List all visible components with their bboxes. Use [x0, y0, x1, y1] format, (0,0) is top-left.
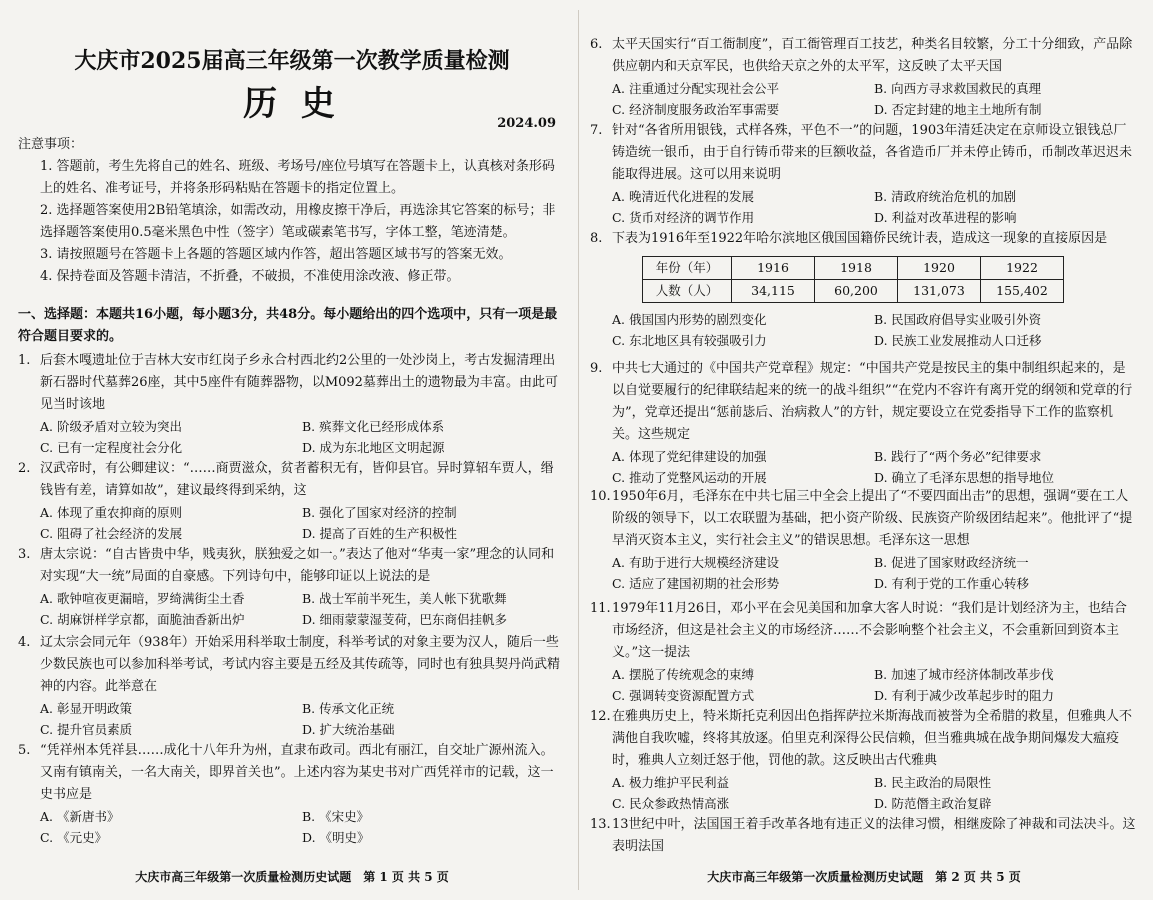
table-header-row	[643, 257, 1064, 280]
question-stem: “凭祥州本凭祥县……成化十八年升为州，直隶布政司。西北有丽江，自交址广源州流入。又南有镇南关，一名大南关，即界首关也”。上述内容为某史书对广西凭祥市的记载，这一史书应是	[40, 743, 554, 802]
option: A. 极力维护平民利益	[612, 775, 729, 790]
option: B. 清政府统治危机的加剧	[874, 189, 1017, 204]
table-row	[643, 280, 1064, 303]
option: B. 殡葬文化已经形成体系	[302, 419, 445, 434]
exam-title: 大庆市2025届高三年级第一次教学质量检测	[74, 48, 510, 74]
question-8	[590, 228, 1138, 351]
table-cell: 131,073	[898, 280, 981, 303]
option: C. 提升官员素质	[40, 722, 133, 737]
option: C. 强调转变资源配置方式	[612, 688, 755, 703]
table-cell: 34,115	[732, 280, 815, 303]
option: D. 有利于减少改革起步时的阻力	[874, 688, 1055, 703]
option: B. 强化了国家对经济的控制	[302, 505, 457, 520]
question-number: 5.	[18, 743, 31, 758]
question-11	[590, 598, 1138, 706]
option: B. 向西方寻求救国救民的真理	[874, 81, 1042, 96]
question-number: 4.	[18, 635, 31, 650]
question-stem: 1979年11月26日，邓小平在会见美国和加拿大客人时说：“我们是计划经济为主，也结合市场经济，但这是社会主义的市场经济……不会影响整个社会主义，不会重新回到资本主义。”这一提法	[612, 601, 1127, 660]
question-number: 10.	[590, 489, 611, 504]
option: A. 阶级矛盾对立较为突出	[40, 419, 182, 434]
question-stem: 太平天国实行“百工衙制度”，百工衙管理百工技艺，种类名目较繁，分工十分细致，产品除供应朝内和天京军民，也供给天京之外的太平军，这反映了太平天国	[612, 37, 1133, 74]
page-2	[590, 0, 1138, 900]
option: D. 有利于党的工作重心转移	[874, 576, 1030, 591]
population-table	[642, 256, 1064, 303]
question-stem: 唐太宗说：“自古皆贵中华，贱夷狄，朕独爱之如一。”表达了他对“华夷一家”理念的认同和对实现“大一统”局面的自豪感。下列诗句中，能够印证以上说法的是	[40, 547, 555, 584]
table-cell: 年份（年）	[643, 257, 732, 280]
question-9	[590, 358, 1138, 488]
question-number: 2.	[18, 461, 31, 476]
option: C. 《元史》	[40, 830, 108, 845]
subject-title: 历 史	[243, 84, 341, 124]
option: B. 践行了“两个务必”纪律要求	[874, 449, 1042, 464]
page-1	[18, 0, 566, 900]
question-stem: 在雅典历史上，特米斯托克利因出色指挥萨拉米斯海战而被誉为全希腊的救星，但雅典人不满他自我吹嘘，终将其放逐。伯里克利深得公民信赖，但当雅典城在战争期间爆发大瘟疫时，雅典人立刻迁怒于他，罚他的款。这反映出古代雅典	[612, 709, 1133, 768]
option: A. 有助于进行大规模经济建设	[612, 555, 779, 570]
option: A. 体现了党纪律建设的加强	[612, 449, 767, 464]
question-number: 1.	[18, 353, 31, 368]
option: D. 确立了毛泽东思想的指导地位	[874, 470, 1055, 485]
notices	[18, 134, 566, 288]
page-footer: 大庆市高三年级第一次质量检测历史试题 第 2 页 共 5 页	[707, 870, 1021, 884]
section-heading: 一、选择题：本题共16小题，每小题3分，共48分。每小题给出的四个选项中，只有一项是最符合题目要求的。	[18, 307, 558, 344]
table-cell: 1922	[981, 257, 1064, 280]
option: C. 胡麻饼样学京都，面脆油香新出炉	[40, 612, 245, 627]
option: D. 扩大统治基础	[302, 722, 395, 737]
table-cell: 155,402	[981, 280, 1064, 303]
question-stem: 中共七大通过的《中国共产党章程》规定：“中国共产党是按民主的集中制组织起来的，是以自觉要履行的纪律联结起来的统一的战斗组织”“在党内不容许有离开党的纲领和党章的行为”，党章还提出“惩前毖后、治病救人”的方针，规定要设立在党委指导下工作的监察机关。这些规定	[612, 361, 1133, 442]
option: A. 歌钟喧夜更漏暗，罗绮满街尘土香	[40, 591, 245, 606]
option: D. 成为东北地区文明起源	[302, 440, 445, 455]
option: B. 民主政治的局限性	[874, 775, 992, 790]
notice-item: 3. 请按照题号在答题卡上各题的答题区域内作答，超出答题区域书写的答案无效。	[40, 247, 512, 262]
option: B. 加速了城市经济体制改革步伐	[874, 667, 1054, 682]
page-divider	[578, 10, 579, 890]
question-13	[590, 814, 1138, 858]
option: B. 《宋史》	[302, 809, 370, 824]
question-stem: 针对“各省所用银钱，式样各殊，平色不一”的问题，1903年清廷决定在京师设立银钱总厂铸造统一银币，由于自行铸币带来的巨额收益，各省造币厂并未停止铸币，币制改革迟迟未能取得进展。这可以用来说明	[612, 123, 1133, 182]
option: C. 民众参政热情高涨	[612, 796, 730, 811]
question-stem: 下表为1916年至1922年哈尔滨地区俄国国籍侨民统计表，造成这一现象的直接原因是	[612, 231, 1108, 246]
question-7	[590, 120, 1138, 228]
question-number: 9.	[590, 361, 603, 376]
option: A. 注重通过分配实现社会公平	[612, 81, 779, 96]
question-number: 11.	[590, 601, 611, 616]
question-number: 12.	[590, 709, 611, 724]
question-number: 13.	[590, 817, 611, 832]
option: D. 防范僭主政治复辟	[874, 796, 992, 811]
option: B. 战士军前半死生，美人帐下犹歌舞	[302, 591, 507, 606]
table-cell: 人数（人）	[643, 280, 732, 303]
option: A. 摆脱了传统观念的束缚	[612, 667, 754, 682]
question-number: 8.	[590, 231, 603, 246]
question-3	[18, 544, 566, 630]
option: A. 体现了重农抑商的原则	[40, 505, 182, 520]
question-stem: 辽太宗会同元年（938年）开始采用科举取士制度，科举考试的对象主要为汉人，随后一些少数民族也可以参加科举考试，考试内容主要是五经及其传疏等，同时也有独具契丹尚武精神的内容。此举意在	[40, 635, 561, 694]
option: D. 民族工业发展推动人口迁移	[874, 333, 1042, 348]
question-2	[18, 458, 566, 544]
question-number: 7.	[590, 123, 603, 138]
notice-title: 注意事项：	[18, 137, 84, 152]
question-1	[18, 350, 566, 458]
option: A. 晚清近代化进程的发展	[612, 189, 754, 204]
question-6	[590, 34, 1138, 120]
option: D. 利益对改革进程的影响	[874, 210, 1017, 225]
question-stem: 汉武帝时，有公卿建议：“……商贾滋众，贫者蓄积无有，皆仰县官。异时算轺车贾人，缗钱皆有差，请算如故”，建议最终得到采纳，这	[40, 461, 554, 498]
question-10	[590, 486, 1138, 594]
question-4	[18, 632, 566, 740]
option: B. 民国政府倡导实业吸引外资	[874, 312, 1042, 327]
question-stem: 13世纪中叶，法国国王着手改革各地有违正义的法律习惯，相继废除了神裁和司法决斗。这表明法国	[612, 817, 1136, 854]
option: B. 传承文化正统	[302, 701, 395, 716]
question-number: 6.	[590, 37, 603, 52]
notice-item: 2. 选择题答案使用2B铅笔填涂，如需改动，用橡皮擦干净后，再选涂其它答案的标号；非选择题答案使用0.5毫米黑色中性（签字）笔或碳素笔书写，字体工整，笔迹清楚。	[40, 203, 556, 240]
option: C. 已有一定程度社会分化	[40, 440, 183, 455]
table-cell: 60,200	[815, 280, 898, 303]
option: D. 提高了百姓的生产积极性	[302, 526, 458, 541]
question-stem: 后套木嘎遗址位于吉林大安市红岗子乡永合村西北约2公里的一处沙岗上，考古发掘清理出新石器时代墓葬26座，其中5座件有随葬器物，以M092墓葬出土的遗物最为丰富。由此可见当时该地	[40, 353, 558, 412]
option: B. 促进了国家财政经济统一	[874, 555, 1029, 570]
notice-item: 1. 答题前，考生先将自己的姓名、班级、考场号/座位号填写在答题卡上，认真核对条形码上的姓名、准考证号，并将条形码粘贴在答题卡的指定位置上。	[40, 159, 555, 196]
exam-date: 2024.09	[497, 116, 556, 131]
table-cell: 1916	[732, 257, 815, 280]
option: C. 货币对经济的调节作用	[612, 210, 755, 225]
option: C. 东北地区具有较强吸引力	[612, 333, 767, 348]
option: A. 彰显开明政策	[40, 701, 132, 716]
table-cell: 1918	[815, 257, 898, 280]
option: D. 否定封建的地主土地所有制	[874, 102, 1042, 117]
table-cell: 1920	[898, 257, 981, 280]
page-footer: 大庆市高三年级第一次质量检测历史试题 第 1 页 共 5 页	[135, 870, 449, 884]
option: C. 阻碍了社会经济的发展	[40, 526, 183, 541]
option: C. 经济制度服务政治军事需要	[612, 102, 780, 117]
option: C. 推动了党整风运动的开展	[612, 470, 767, 485]
option: A. 俄国国内形势的剧烈变化	[612, 312, 767, 327]
option: C. 适应了建国初期的社会形势	[612, 576, 780, 591]
option: D. 细雨蒙蒙湿芰荷，巴东商侣挂帆多	[302, 612, 508, 627]
option: A. 《新唐书》	[40, 809, 120, 824]
notice-item: 4. 保持卷面及答题卡清洁，不折叠，不破损，不准使用涂改液、修正带。	[40, 269, 460, 284]
question-5	[18, 740, 566, 848]
question-12	[590, 706, 1138, 814]
option: D. 《明史》	[302, 830, 370, 845]
question-stem: 1950年6月，毛泽东在中共七届三中全会上提出了“不要四面出击”的思想，强调“要在工人阶级的领导下，以工农联盟为基础，把小资产阶级、民族资产阶级团结起来”。他批评了“提早消灭资本主义，实行社会主义”的错误思想。毛泽东这一思想	[612, 489, 1133, 548]
question-number: 3.	[18, 547, 31, 562]
